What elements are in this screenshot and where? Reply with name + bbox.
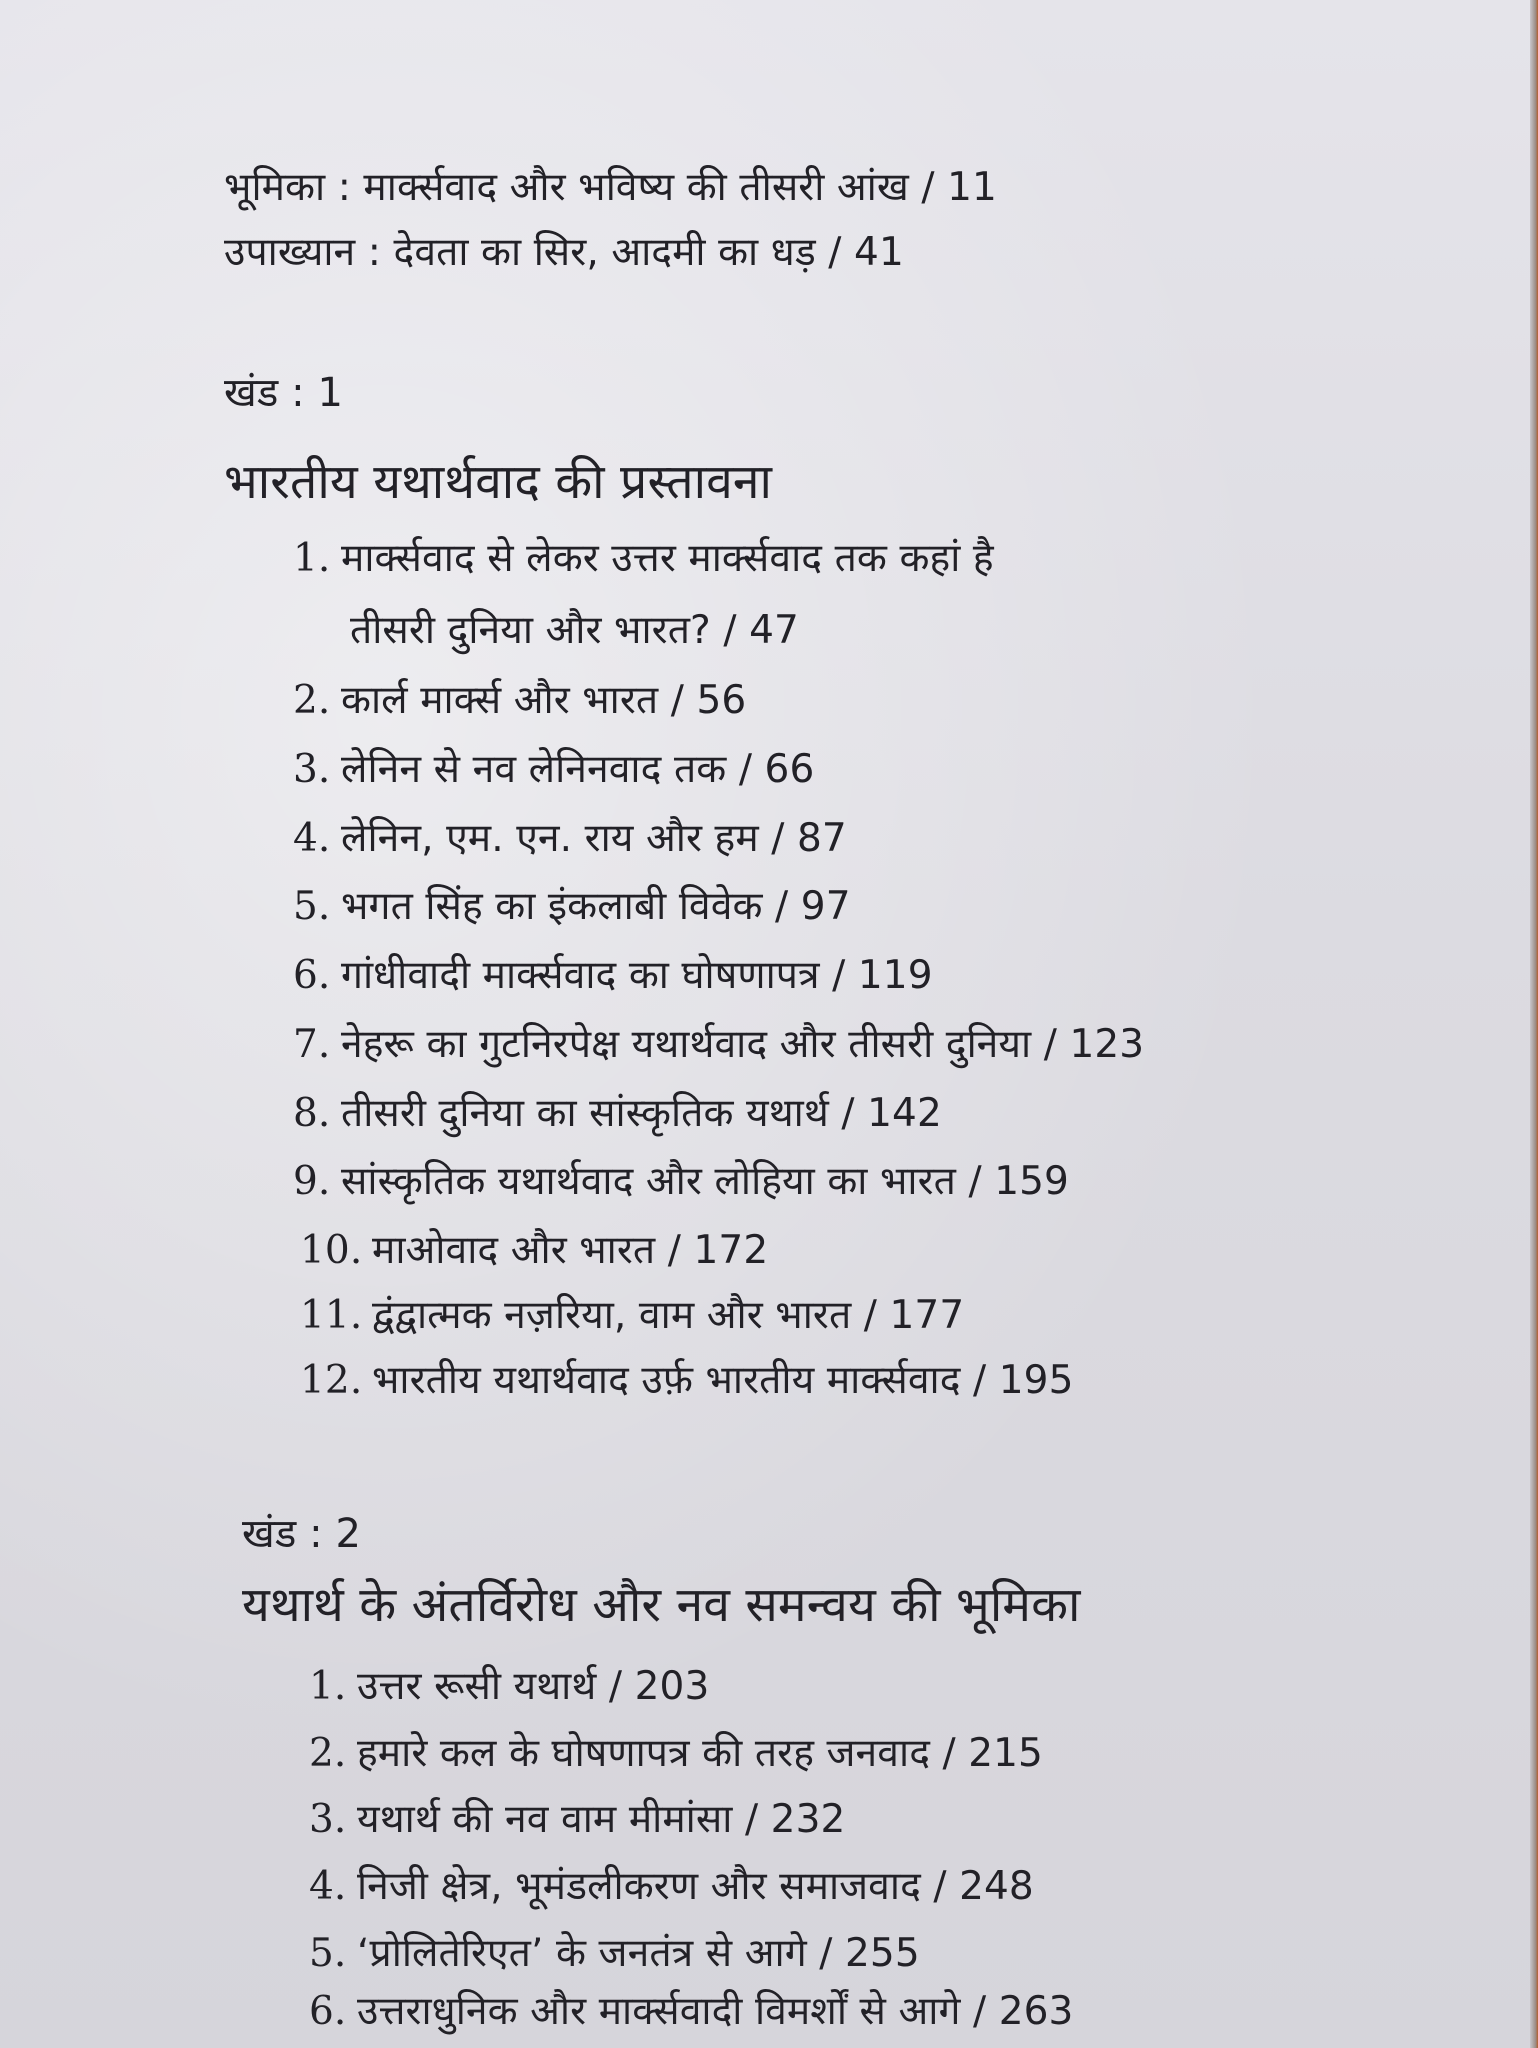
toc-entry-1-3 xyxy=(293,747,815,792)
toc-entry-2-4 xyxy=(309,1864,1034,1909)
entry-title: उत्तर रूसी यथार्थ / 203 xyxy=(357,1664,710,1709)
toc-entry-2-6 xyxy=(309,1989,1074,2034)
entry-number: 3. xyxy=(309,1797,347,1842)
section-1-label: खंड : 1 xyxy=(224,370,344,416)
entry-title: माओवाद और भारत / 172 xyxy=(372,1228,769,1273)
entry-title: यथार्थ की नव वाम मीमांसा / 232 xyxy=(357,1797,846,1842)
toc-entry-1-7 xyxy=(293,1022,1145,1067)
toc-entry-2-3 xyxy=(309,1797,846,1842)
entry-number: 5. xyxy=(309,1931,347,1976)
entry-number: 3. xyxy=(293,747,331,792)
entry-title: हमारे कल के घोषणापत्र की तरह जनवाद / 215 xyxy=(357,1731,1043,1776)
entry-title: निजी क्षेत्र, भूमंडलीकरण और समाजवाद / 248 xyxy=(357,1864,1034,1909)
entry-title: उत्तराधुनिक और मार्क्सवादी विमर्शों से आगे / 263 xyxy=(357,1989,1074,2034)
front-matter-preface: भूमिका : मार्क्सवाद और भविष्य की तीसरी आंख / 11 xyxy=(224,165,997,210)
toc-entry-1-11 xyxy=(300,1293,965,1338)
toc-entry-2-2 xyxy=(309,1731,1043,1776)
toc-entry-1-6 xyxy=(293,953,933,998)
entry-number: 8. xyxy=(293,1091,331,1136)
entry-number: 6. xyxy=(293,953,331,998)
toc-entry-1-9 xyxy=(293,1159,1069,1204)
entry-number: 11. xyxy=(300,1293,363,1338)
entry-title: लेनिन से नव लेनिनवाद तक / 66 xyxy=(341,747,815,792)
entry-number: 2. xyxy=(293,678,331,723)
section-2-label: खंड : 2 xyxy=(242,1511,362,1557)
entry-title: नेहरू का गुटनिरपेक्ष यथार्थवाद और तीसरी दुनिया / 123 xyxy=(341,1022,1145,1067)
entry-title: लेनिन, एम. एन. राय और हम / 87 xyxy=(341,816,847,861)
section-2-title: यथार्थ के अंतर्विरोध और नव समन्वय की भूमिका xyxy=(242,1577,1081,1633)
page-edge xyxy=(1530,0,1538,2048)
entry-number: 12. xyxy=(300,1358,363,1403)
entry-title: सांस्कृतिक यथार्थवाद और लोहिया का भारत / 159 xyxy=(341,1159,1069,1204)
toc-entry-1-2 xyxy=(293,678,747,723)
front-matter-episode: उपाख्यान : देवता का सिर, आदमी का धड़ / 41 xyxy=(224,230,904,275)
entry-title: कार्ल मार्क्स और भारत / 56 xyxy=(341,678,747,723)
entry-number: 5. xyxy=(293,884,331,929)
toc-entry-1-12 xyxy=(300,1358,1074,1403)
entry-number: 10. xyxy=(300,1228,363,1273)
entry-title: तीसरी दुनिया का सांस्कृतिक यथार्थ / 142 xyxy=(341,1091,942,1136)
entry-number: 9. xyxy=(293,1159,331,1204)
entry-number: 1. xyxy=(293,536,331,581)
entry-number: 1. xyxy=(309,1664,347,1709)
entry-title: मार्क्सवाद से लेकर उत्तर मार्क्सवाद तक कहां है xyxy=(341,536,994,581)
toc-entry-1-4 xyxy=(293,816,847,861)
entry-title: ‘प्रोलितेरिएत’ के जनतंत्र से आगे / 255 xyxy=(357,1931,920,1976)
entry-title: भगत सिंह का इंकलाबी विवेक / 97 xyxy=(341,884,851,929)
toc-entry-2-5 xyxy=(309,1931,920,1976)
toc-entry-1-1 xyxy=(293,536,994,581)
section-1-title: भारतीय यथार्थवाद की प्रस्तावना xyxy=(224,454,773,510)
entry-number: 4. xyxy=(309,1864,347,1909)
entry-number: 4. xyxy=(293,816,331,861)
entry-title: गांधीवादी मार्क्सवाद का घोषणापत्र / 119 xyxy=(341,953,933,998)
entry-title: भारतीय यथार्थवाद उर्फ़ भारतीय मार्क्सवाद / 195 xyxy=(372,1358,1074,1403)
toc-entry-1-8 xyxy=(293,1091,942,1136)
toc-entry-1-5 xyxy=(293,884,851,929)
entry-number: 2. xyxy=(309,1731,347,1776)
entry-number: 6. xyxy=(309,1989,347,2034)
toc-entry-2-1 xyxy=(309,1664,710,1709)
toc-entry-1-10 xyxy=(300,1228,769,1273)
entry-number: 7. xyxy=(293,1022,331,1067)
entry-title: द्वंद्वात्मक नज़रिया, वाम और भारत / 177 xyxy=(372,1293,965,1338)
toc-entry-1-1-continuation: तीसरी दुनिया और भारत? / 47 xyxy=(350,608,799,653)
